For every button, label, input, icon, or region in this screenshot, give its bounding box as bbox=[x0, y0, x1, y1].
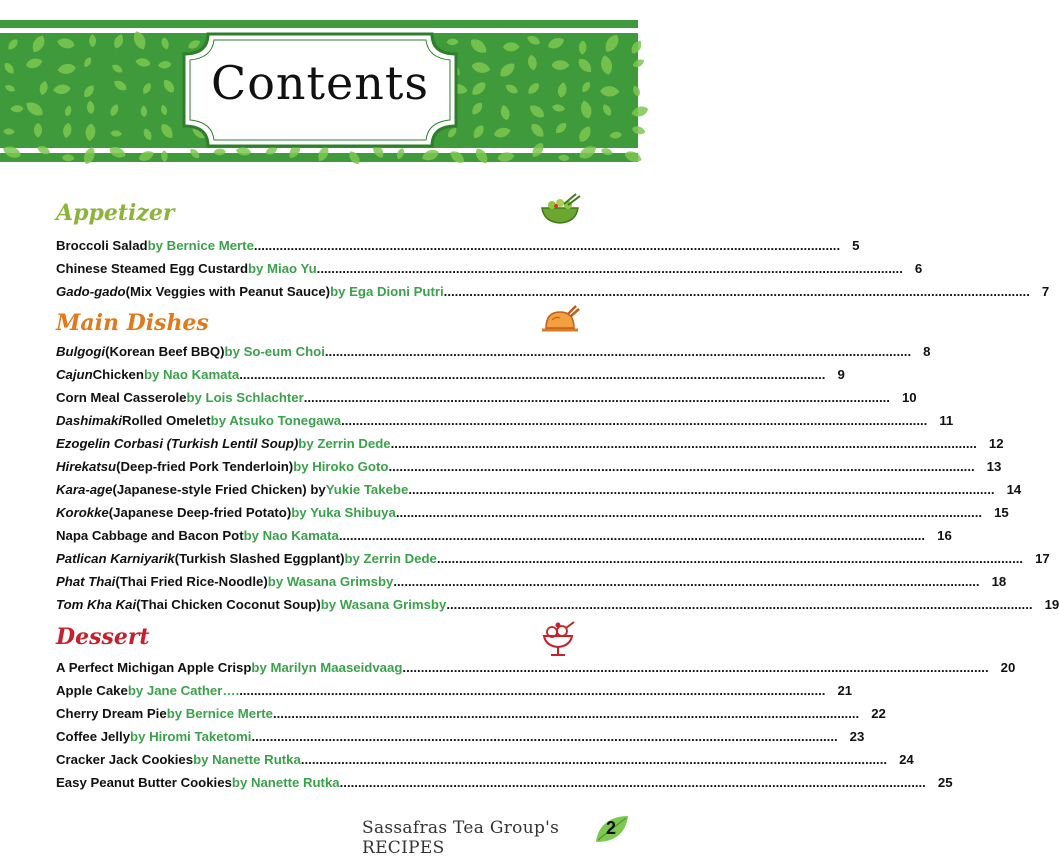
entry-title: Chicken bbox=[92, 367, 144, 382]
entry-page-number: 10 bbox=[901, 390, 917, 405]
dot-leader: ................................................................................................................................................................ bbox=[338, 528, 926, 543]
entry-page-number: 6 bbox=[914, 261, 923, 276]
leaf-shape bbox=[632, 58, 646, 69]
dot-leader: ................................................................................................................................................................ bbox=[300, 752, 888, 767]
leaf-shape bbox=[631, 125, 646, 136]
entry-author: by Nanette Rutka bbox=[193, 752, 301, 767]
leaf-shape bbox=[135, 57, 151, 68]
entry-title: Dashimaki bbox=[56, 413, 122, 428]
entry-title: Broccoli Salad bbox=[56, 238, 148, 253]
dot-leader: ................................................................................................................................................................ bbox=[390, 436, 977, 451]
section-heading: Main Dishes bbox=[56, 310, 209, 336]
leaf-shape bbox=[579, 40, 587, 54]
dot-leader: ................................................................................................................................................................ bbox=[239, 683, 826, 698]
leaf-shape bbox=[602, 32, 622, 54]
toc-entry bbox=[56, 574, 1007, 594]
entry-title: Ezogelin Corbasi (Turkish Lentil Soup) bbox=[56, 436, 299, 451]
leaf-shape bbox=[579, 99, 593, 120]
leaf-shape bbox=[23, 99, 45, 119]
leaf-shape bbox=[576, 56, 595, 75]
entry-author: by Yuka Shibuya bbox=[291, 505, 396, 520]
dot-leader: ................................................................................................................................................................ bbox=[388, 459, 975, 474]
leaf-shape bbox=[82, 56, 93, 68]
toc-entry bbox=[56, 284, 1050, 304]
dot-leader: ................................................................................................................................................................ bbox=[436, 551, 1024, 566]
entry-page-number: 14 bbox=[1006, 482, 1022, 497]
toc-entry bbox=[56, 367, 845, 387]
section-heading: Dessert bbox=[56, 624, 150, 650]
entry-title: Phat Thai bbox=[56, 574, 116, 589]
leaf-shape bbox=[527, 54, 538, 71]
entry-page-number: 12 bbox=[988, 436, 1004, 451]
entry-page-number: 22 bbox=[871, 706, 886, 721]
entry-author: by Nao Kamata bbox=[143, 367, 240, 382]
entry-author: by Nanette Rutka bbox=[231, 775, 340, 790]
leaf-shape bbox=[56, 37, 75, 50]
leaf-shape bbox=[629, 38, 644, 55]
toc-entry bbox=[56, 683, 853, 703]
leaf-shape bbox=[140, 105, 147, 117]
leaf-shape bbox=[161, 77, 177, 94]
entry-title: Bulgogi bbox=[56, 344, 106, 359]
leaf-shape bbox=[110, 130, 122, 137]
entry-title: A Perfect Michigan Apple Crisp bbox=[56, 660, 252, 675]
toc-entry bbox=[56, 706, 886, 726]
leaf-shape bbox=[235, 146, 251, 157]
entry-author: by Jane Cather…. bbox=[127, 683, 240, 698]
leaf-shape bbox=[469, 79, 488, 97]
leaf-shape bbox=[580, 80, 592, 94]
dot-leader: ................................................................................................................................................................ bbox=[402, 660, 989, 675]
leaf-shape bbox=[420, 148, 440, 163]
dot-leader: ................................................................................................................................................................ bbox=[239, 367, 826, 382]
entry-title: (Thai Chicken Coconut Soup) bbox=[136, 597, 321, 612]
leaf-shape bbox=[528, 121, 546, 140]
entry-title: (Korean Beef BBQ) bbox=[105, 344, 225, 359]
entry-author: by Bernice Merte bbox=[166, 706, 273, 721]
leaf-shape bbox=[601, 103, 613, 118]
entry-title: Kara-age bbox=[56, 482, 113, 497]
entry-page-number: 25 bbox=[937, 775, 953, 790]
entry-author: by Wasana Grimsby bbox=[267, 574, 394, 589]
toc-entry bbox=[56, 436, 1004, 456]
dot-leader: ................................................................................................................................................................ bbox=[446, 597, 1033, 612]
entry-title: Hirekatsu bbox=[56, 459, 117, 474]
leaf-shape bbox=[111, 63, 125, 75]
leaf-shape bbox=[131, 29, 148, 51]
entry-title: Rolled Omelet bbox=[121, 413, 211, 428]
leaf-shape bbox=[600, 86, 619, 97]
leaf-shape bbox=[4, 83, 16, 93]
leaf-shape bbox=[82, 83, 97, 99]
leaf-shape bbox=[160, 37, 170, 51]
leaf-shape bbox=[3, 128, 15, 135]
leaf-shape bbox=[6, 37, 20, 51]
leaf-shape bbox=[600, 147, 613, 157]
leaf-shape bbox=[609, 131, 622, 139]
toc-entry bbox=[56, 729, 865, 749]
toc-entry bbox=[56, 344, 931, 364]
toc-entry bbox=[56, 597, 1059, 617]
leaf-shape bbox=[558, 154, 570, 161]
leaf-shape bbox=[499, 104, 511, 121]
leaf-shape bbox=[630, 104, 649, 118]
leaf-shape bbox=[86, 100, 95, 114]
entry-page-number: 21 bbox=[837, 683, 853, 698]
leaf-shape bbox=[526, 81, 542, 97]
leaf-shape bbox=[553, 121, 568, 136]
entry-page-number: 5 bbox=[852, 238, 860, 253]
leaf-shape bbox=[112, 78, 128, 93]
leaf-shape bbox=[395, 147, 406, 161]
entry-title: Coffee Jelly bbox=[56, 729, 131, 744]
toc-entry bbox=[56, 390, 917, 410]
toc-entry bbox=[56, 482, 1022, 502]
leaf-shape bbox=[503, 42, 520, 51]
leaf-shape bbox=[2, 61, 16, 76]
entry-page-number: 17 bbox=[1035, 551, 1050, 566]
entry-title: (Japanese-style Fried Chicken) by bbox=[112, 482, 326, 497]
entry-author: by Atsuko Tonegawa bbox=[210, 413, 342, 428]
entry-page-number: 19 bbox=[1044, 597, 1059, 612]
leaf-shape bbox=[85, 123, 97, 142]
entry-author: by Nao Kamata bbox=[243, 528, 339, 543]
entry-author: by So-eum Choi bbox=[224, 344, 325, 359]
leaf-shape bbox=[112, 33, 125, 50]
page-title: Contents bbox=[211, 56, 429, 110]
entry-title: (Japanese Deep-fried Potato) bbox=[108, 505, 292, 520]
entry-author: by Wasana Grimsby bbox=[320, 597, 447, 612]
leaf-shape bbox=[316, 145, 331, 163]
toc-entry bbox=[56, 551, 1050, 571]
entry-title: Gado-gado bbox=[56, 284, 126, 299]
leaf-shape bbox=[109, 103, 121, 117]
leaf-shape bbox=[25, 56, 44, 69]
entry-author: by Bernice Merte bbox=[147, 238, 254, 253]
leaf-shape bbox=[158, 60, 172, 69]
dot-leader: ................................................................................................................................................................ bbox=[303, 390, 890, 405]
entry-page-number: 18 bbox=[991, 574, 1007, 589]
entry-title: (Thai Fried Rice-Noodle) bbox=[115, 574, 268, 589]
footer-title: Sassafras Tea Group's RECIPES bbox=[362, 818, 560, 858]
leaf-shape bbox=[497, 60, 517, 80]
entry-author: by Hiromi Taketomi bbox=[130, 729, 252, 744]
entry-title: (Deep-fried Pork Tenderloin) bbox=[116, 459, 294, 474]
entry-page-number: 15 bbox=[994, 505, 1009, 520]
entry-title: Apple Cake bbox=[56, 683, 128, 698]
leaf-shape bbox=[213, 148, 226, 155]
leaf-shape bbox=[62, 154, 75, 162]
toc-entry bbox=[56, 413, 954, 433]
dot-leader: ................................................................................................................................................................ bbox=[393, 574, 980, 589]
dot-leader: ................................................................................................................................................................ bbox=[443, 284, 1030, 299]
leaf-shape bbox=[57, 63, 76, 75]
leaf-shape bbox=[631, 84, 641, 97]
entry-title: Napa Cabbage and Bacon Pot bbox=[56, 528, 244, 543]
leaf-shape bbox=[577, 143, 599, 162]
leaf-shape bbox=[527, 102, 547, 120]
entry-title: Patlican Karniyarik bbox=[56, 551, 175, 566]
leaf-shape bbox=[108, 145, 128, 160]
leaf-shape bbox=[471, 60, 492, 74]
entry-page-number: 11 bbox=[939, 413, 954, 428]
leaf-shape bbox=[53, 84, 71, 95]
entry-title: Korokke bbox=[56, 505, 109, 520]
entry-author: by Zerrin Dede bbox=[298, 436, 391, 451]
leaf-shape bbox=[161, 150, 168, 162]
entry-title: Easy Peanut Butter Cookies bbox=[56, 775, 232, 790]
leaf-shape bbox=[546, 35, 566, 51]
leaf-shape bbox=[468, 36, 490, 57]
leaf-shape bbox=[552, 103, 566, 113]
toc-entry bbox=[56, 752, 914, 772]
entry-author: by Zerrin Dede bbox=[344, 551, 437, 566]
leaf-shape bbox=[497, 151, 515, 163]
ice-cream-sundae-icon bbox=[538, 620, 578, 663]
leaf-shape bbox=[158, 121, 175, 140]
entry-author: by Miao Yu bbox=[248, 261, 317, 276]
entry-page-number: 23 bbox=[849, 729, 865, 744]
leaf-shape bbox=[504, 82, 520, 95]
dot-leader: ................................................................................................................................................................ bbox=[395, 505, 983, 520]
leaf-shape bbox=[552, 60, 570, 70]
leaf-shape bbox=[493, 126, 512, 140]
leaf-shape bbox=[137, 149, 155, 163]
leaf-shape bbox=[141, 82, 153, 96]
leaf-shape bbox=[30, 33, 48, 54]
salad-bowl-icon bbox=[538, 192, 582, 231]
entry-author: by Ega Dioni Putri bbox=[330, 284, 444, 299]
toc-entry bbox=[56, 528, 952, 548]
leaf-shape bbox=[89, 34, 96, 47]
leaf-shape bbox=[347, 149, 363, 166]
toc-entry bbox=[56, 238, 860, 258]
leaf-shape bbox=[188, 147, 201, 160]
entry-page-number: 20 bbox=[1000, 660, 1016, 675]
dot-leader: ................................................................................................................................................................ bbox=[341, 413, 928, 428]
dot-leader: ................................................................................................................................................................ bbox=[251, 729, 838, 744]
entry-author: by Marilyn Maaseidvaag bbox=[251, 660, 403, 675]
leaf-shape bbox=[623, 149, 643, 165]
leaf-shape bbox=[64, 105, 73, 117]
entry-page-number: 8 bbox=[923, 344, 931, 359]
entry-title: Cajun bbox=[56, 367, 93, 382]
leaf-shape bbox=[473, 146, 490, 166]
section-heading: Appetizer bbox=[56, 200, 175, 226]
dot-leader: ................................................................................................................................................................ bbox=[253, 238, 841, 253]
roast-chicken-icon bbox=[538, 302, 582, 341]
dot-leader: ................................................................................................................................................................ bbox=[339, 775, 926, 790]
page-number: 2 bbox=[605, 818, 616, 838]
entry-title: Cracker Jack Cookies bbox=[56, 752, 194, 767]
leaf-shape bbox=[160, 104, 168, 116]
leaf-shape bbox=[599, 54, 614, 75]
leaf-shape bbox=[38, 80, 49, 96]
leaf-shape bbox=[448, 148, 467, 165]
entry-page-number: 24 bbox=[899, 752, 914, 767]
entry-title: (Mix Veggies with Peanut Sauce) bbox=[125, 284, 331, 299]
leaf-shape bbox=[82, 145, 98, 165]
dot-leader: ................................................................................................................................................................ bbox=[316, 261, 903, 276]
leaf-shape bbox=[36, 144, 51, 156]
leaf-shape bbox=[471, 123, 486, 140]
entry-title: Chinese Steamed Egg Custard bbox=[56, 261, 248, 276]
leaf-shape bbox=[62, 122, 73, 139]
toc-entry bbox=[56, 775, 953, 795]
leaf-shape bbox=[576, 124, 593, 144]
leaf-shape bbox=[1, 144, 23, 161]
entry-author: by Lois Schlachter bbox=[186, 390, 304, 405]
entry-title: Corn Meal Casserole bbox=[56, 390, 187, 405]
entry-author: by Hiroko Goto bbox=[293, 459, 389, 474]
dot-leader: ................................................................................................................................................................ bbox=[408, 482, 995, 497]
toc-entry bbox=[56, 505, 1009, 525]
leaf-shape bbox=[142, 127, 154, 142]
entry-title: Cherry Dream Pie bbox=[56, 706, 167, 721]
entry-title: (Turkish Slashed Eggplant) bbox=[174, 551, 345, 566]
leaf-shape bbox=[526, 34, 542, 47]
leaf-shape bbox=[557, 82, 568, 99]
leaf-shape bbox=[529, 141, 546, 160]
leaf-shape bbox=[470, 100, 485, 116]
entry-page-number: 7 bbox=[1041, 284, 1050, 299]
entry-title: Tom Kha Kai bbox=[56, 597, 137, 612]
toc-entry bbox=[56, 660, 1016, 680]
entry-page-number: 13 bbox=[986, 459, 1002, 474]
toc-entry bbox=[56, 261, 923, 281]
toc-entry bbox=[56, 459, 1002, 479]
entry-page-number: 16 bbox=[937, 528, 952, 543]
entry-author: Yukie Takebe bbox=[325, 482, 409, 497]
entry-page-number: 9 bbox=[837, 367, 845, 382]
leaf-shape bbox=[10, 105, 23, 112]
leaf-shape bbox=[34, 123, 42, 138]
dot-leader: ................................................................................................................................................................ bbox=[324, 344, 912, 359]
dot-leader: ................................................................................................................................................................ bbox=[272, 706, 860, 721]
